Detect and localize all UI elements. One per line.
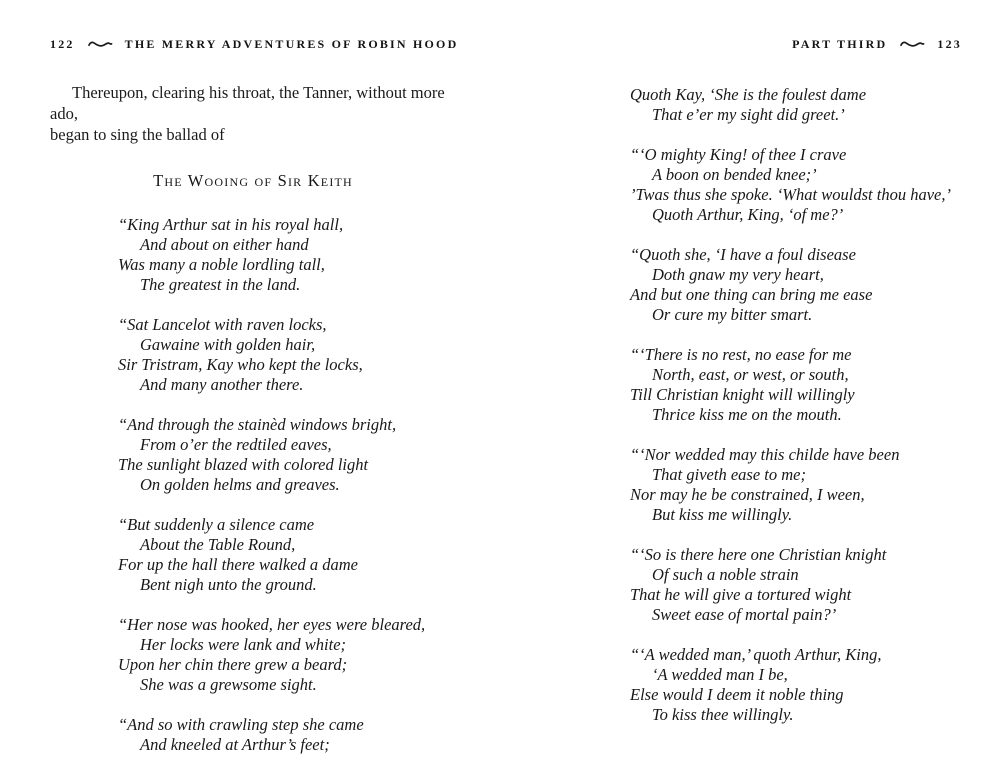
ballad-poem-left [50, 215, 456, 755]
ballad-line: Doth gnaw my very heart, [652, 265, 824, 284]
ballad-stanza [630, 245, 962, 325]
ballad-line: And many another there. [140, 375, 304, 394]
ballad-poem-right [628, 85, 962, 725]
ballad-line: Upon her chin there grew a beard; [118, 655, 348, 674]
ballad-stanza [630, 145, 962, 225]
left-running-head [50, 37, 459, 52]
ballad-line: “King Arthur sat in his royal hall, [118, 215, 344, 234]
right-page-number: 123 [937, 37, 962, 51]
ballad-line: To kiss thee willingly. [652, 705, 794, 724]
ballad-line: Her locks were lank and white; [140, 635, 347, 654]
ballad-line: About the Table Round, [140, 535, 296, 554]
ballad-line: “And through the stainèd windows bright, [118, 415, 397, 434]
ballad-stanza [630, 645, 962, 725]
paragraph-line: Thereupon, clearing his throat, the Tanner, without more ado, [50, 83, 445, 123]
ballad-line: Was many a noble lordling tall, [118, 255, 325, 274]
body-paragraph [50, 82, 456, 145]
ballad-line: Of such a noble strain [652, 565, 799, 584]
ballad-stanza [118, 415, 456, 495]
ballad-line: That e’er my sight did greet.’ [652, 105, 845, 124]
ballad-line: “‘O mighty King! of thee I crave [630, 145, 847, 164]
ballad-line: Quoth Arthur, King, ‘of me?’ [652, 205, 844, 224]
ballad-line: “‘Nor wedded may this childe have been [630, 445, 900, 464]
ballad-line: And about on either hand [140, 235, 309, 254]
right-page [628, 37, 962, 745]
left-page [50, 37, 459, 775]
ballad-line: From o’er the redtiled eaves, [140, 435, 332, 454]
ballad-line: “Quoth she, ‘I have a foul disease [630, 245, 856, 264]
ballad-line: Else would I deem it noble thing [630, 685, 844, 704]
ballad-line: Gawaine with golden hair, [140, 335, 316, 354]
left-running-title: THE MERRY ADVENTURES OF ROBIN HOOD [124, 37, 459, 51]
ballad-line: Or cure my bitter smart. [652, 305, 813, 324]
ballad-line: Nor may he be constrained, I ween, [630, 485, 865, 504]
ballad-stanza [630, 345, 962, 425]
ballad-stanza [630, 445, 962, 525]
ballad-line: ‘A wedded man I be, [652, 665, 788, 684]
ballad-stanza [118, 215, 456, 295]
ballad-title: The Wooing of Sir Keith [153, 171, 353, 190]
section-ornament-icon [899, 39, 925, 50]
ballad-stanza [118, 715, 456, 755]
ballad-line: Bent nigh unto the ground. [140, 575, 317, 594]
ballad-line: “‘A wedded man,’ quoth Arthur, King, [630, 645, 882, 664]
ballad-line: ’Twas thus she spoke. ‘What wouldst thou have,’ [630, 185, 951, 204]
ballad-line: And but one thing can bring me ease [630, 285, 873, 304]
ballad-line: Sir Tristram, Kay who kept the locks, [118, 355, 363, 374]
ballad-line: And kneeled at Arthur’s feet; [140, 735, 330, 754]
right-running-head [628, 37, 962, 52]
ballad-line: That giveth ease to me; [652, 465, 806, 484]
ballad-line: Quoth Kay, ‘She is the foulest dame [630, 85, 867, 104]
ballad-line: A boon on bended knee;’ [652, 165, 817, 184]
right-running-title: PART THIRD [792, 37, 888, 51]
ballad-line: She was a grewsome sight. [140, 675, 317, 694]
ballad-line: That he will give a tortured wight [630, 585, 852, 604]
ballad-stanza [630, 545, 962, 625]
section-ornament-icon [87, 39, 113, 50]
ballad-line: The greatest in the land. [140, 275, 301, 294]
ballad-line: North, east, or west, or south, [652, 365, 849, 384]
ballad-line: “But suddenly a silence came [118, 515, 315, 534]
ballad-line: Sweet ease of mortal pain?’ [652, 605, 837, 624]
ballad-line: “Her nose was hooked, her eyes were bleared, [118, 615, 426, 634]
ballad-line: “Sat Lancelot with raven locks, [118, 315, 327, 334]
left-page-number: 122 [50, 37, 75, 51]
ballad-line: But kiss me willingly. [652, 505, 793, 524]
ballad-stanza [118, 315, 456, 395]
ballad-line: “And so with crawling step she came [118, 715, 364, 734]
ballad-line: On golden helms and greaves. [140, 475, 340, 494]
ballad-stanza [630, 85, 962, 125]
paragraph-line: began to sing the ballad of [50, 125, 225, 144]
ballad-line: The sunlight blazed with colored light [118, 455, 369, 474]
ballad-line: “‘So is there here one Christian knight [630, 545, 887, 564]
ballad-line: “‘There is no rest, no ease for me [630, 345, 852, 364]
ballad-stanza [118, 515, 456, 595]
ballad-line: Thrice kiss me on the mouth. [652, 405, 842, 424]
ballad-line: Till Christian knight will willingly [630, 385, 855, 404]
ballad-line: For up the hall there walked a dame [118, 555, 358, 574]
ballad-stanza [118, 615, 456, 695]
